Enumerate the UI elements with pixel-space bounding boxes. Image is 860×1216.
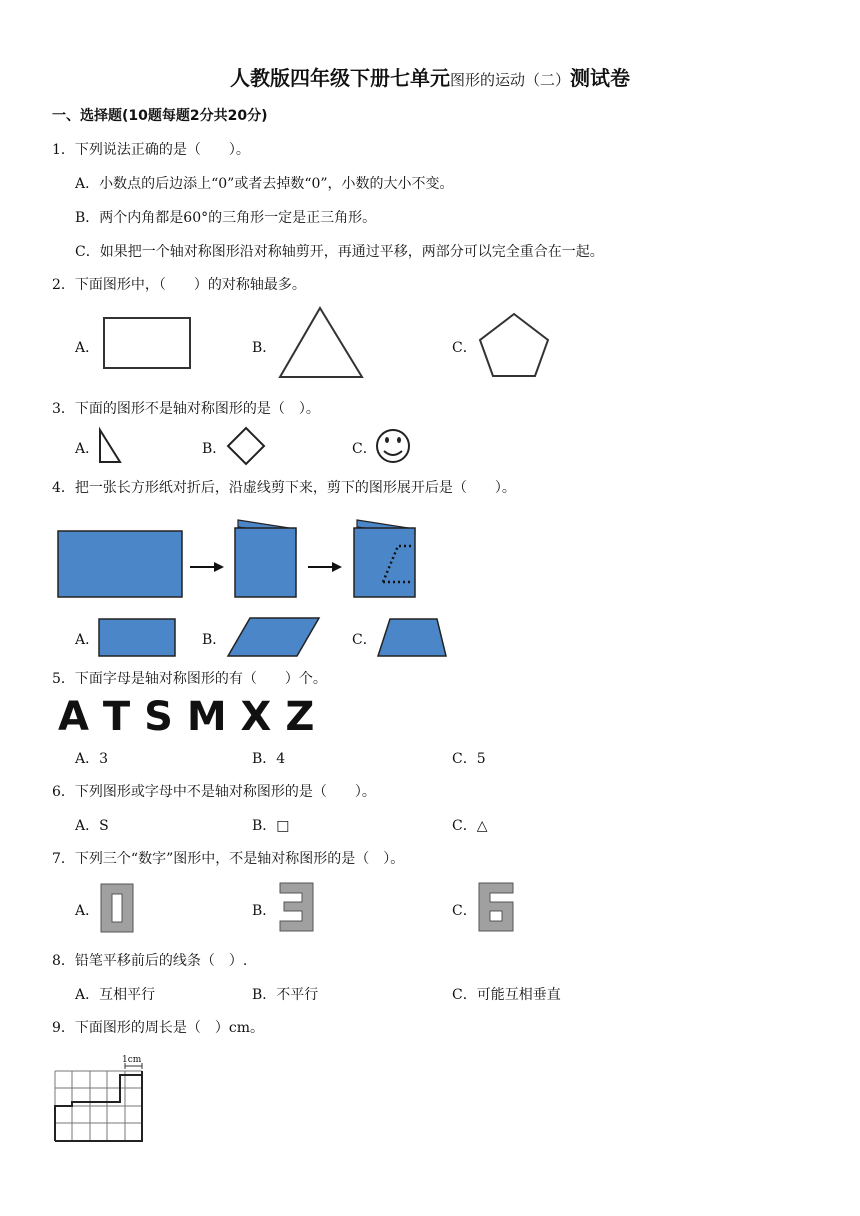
question-8-option-b: B．不平行 bbox=[252, 987, 319, 1003]
question-8-stem: 8．铅笔平移前后的线条（ ）. bbox=[52, 953, 248, 969]
triangle-icon bbox=[280, 308, 362, 377]
answer-trapezoid bbox=[378, 619, 446, 656]
question-2-option-c: C． bbox=[452, 340, 477, 356]
paper-rectangle bbox=[58, 531, 182, 597]
question-9-stem: 9．下面图形的周长是（ ）cm。 bbox=[52, 1020, 265, 1036]
perimeter-grid-figure bbox=[0, 0, 1, 1]
arrow-icon bbox=[308, 562, 342, 572]
diamond-icon bbox=[228, 428, 264, 464]
question-7-option-b: B． bbox=[252, 903, 277, 919]
question-5-option-c: C．5 bbox=[452, 751, 486, 767]
question-7-option-c: C． bbox=[452, 903, 477, 919]
question-4-option-b: B． bbox=[202, 632, 227, 648]
scale-label: 1cm bbox=[122, 1055, 142, 1065]
title-main-b: 测试卷 bbox=[570, 66, 630, 90]
question-2-option-b: B． bbox=[252, 340, 277, 356]
title-main-a: 人教版四年级下册七单元 bbox=[229, 66, 450, 90]
question-6-option-c: C．△ bbox=[452, 818, 488, 834]
question-5-stem: 5．下面字母是轴对称图形的有（ ）个。 bbox=[52, 671, 327, 687]
right-triangle-icon bbox=[100, 430, 120, 462]
rectangle-icon bbox=[104, 318, 190, 368]
question-6-option-b: B．□ bbox=[252, 818, 290, 834]
digit-six-icon bbox=[479, 883, 513, 931]
folded-paper bbox=[235, 520, 296, 597]
digit-zero-icon bbox=[101, 884, 133, 932]
smiley-face-icon bbox=[377, 430, 409, 462]
question-4-option-c: C． bbox=[352, 632, 377, 648]
question-1-option-b: B．两个内角都是60°的三角形一定是正三角形。 bbox=[75, 210, 377, 226]
question-1-stem: 1．下列说法正确的是（ ）。 bbox=[52, 142, 250, 158]
question-4-stem: 4．把一张长方形纸对折后，沿虚线剪下来，剪下的图形展开后是（ ）。 bbox=[52, 480, 516, 496]
letters-figure: A T S M X Z bbox=[58, 694, 315, 740]
question-5-option-b: B．4 bbox=[252, 751, 286, 767]
question-7-option-a: A． bbox=[75, 903, 100, 919]
question-7-stem: 7．下列三个“数字”图形中，不是轴对称图形的是（ ）。 bbox=[52, 851, 405, 867]
arrow-icon bbox=[190, 562, 224, 572]
answer-parallelogram bbox=[228, 618, 319, 656]
folded-paper-with-cut-line bbox=[354, 520, 415, 597]
question-1-option-c: C．如果把一个轴对称图形沿对称轴剪开，再通过平移，两部分可以完全重合在一起。 bbox=[75, 244, 604, 260]
question-6-stem: 6．下列图形或字母中不是轴对称图形的是（ ）。 bbox=[52, 784, 376, 800]
question-2-stem: 2．下面图形中，（ ）的对称轴最多。 bbox=[52, 277, 306, 293]
section-heading: 一、选择题(10题每题2分共20分) bbox=[52, 108, 268, 124]
question-8-option-c: C．可能互相垂直 bbox=[452, 987, 561, 1003]
title-sub: 图形的运动（二） bbox=[449, 71, 570, 89]
page-title bbox=[0, 62, 860, 91]
question-3-option-c: C． bbox=[352, 441, 377, 457]
question-6-option-a: A．S bbox=[75, 818, 109, 834]
answer-rectangle bbox=[99, 619, 175, 656]
question-8-option-a: A．互相平行 bbox=[75, 987, 156, 1003]
digit-three-icon bbox=[280, 883, 313, 931]
question-3-option-a: A． bbox=[75, 441, 100, 457]
question-4-option-a: A． bbox=[75, 632, 100, 648]
question-3-option-b: B． bbox=[202, 441, 227, 457]
question-5-option-a: A．3 bbox=[75, 751, 109, 767]
question-2-option-a: A． bbox=[75, 340, 100, 356]
pentagon-icon bbox=[480, 314, 548, 376]
question-1-option-a: A．小数点的后边添上“0”或者去掉数“0”，小数的大小不变。 bbox=[75, 176, 454, 192]
question-3-stem: 3．下面的图形不是轴对称图形的是（ ）。 bbox=[52, 401, 320, 417]
